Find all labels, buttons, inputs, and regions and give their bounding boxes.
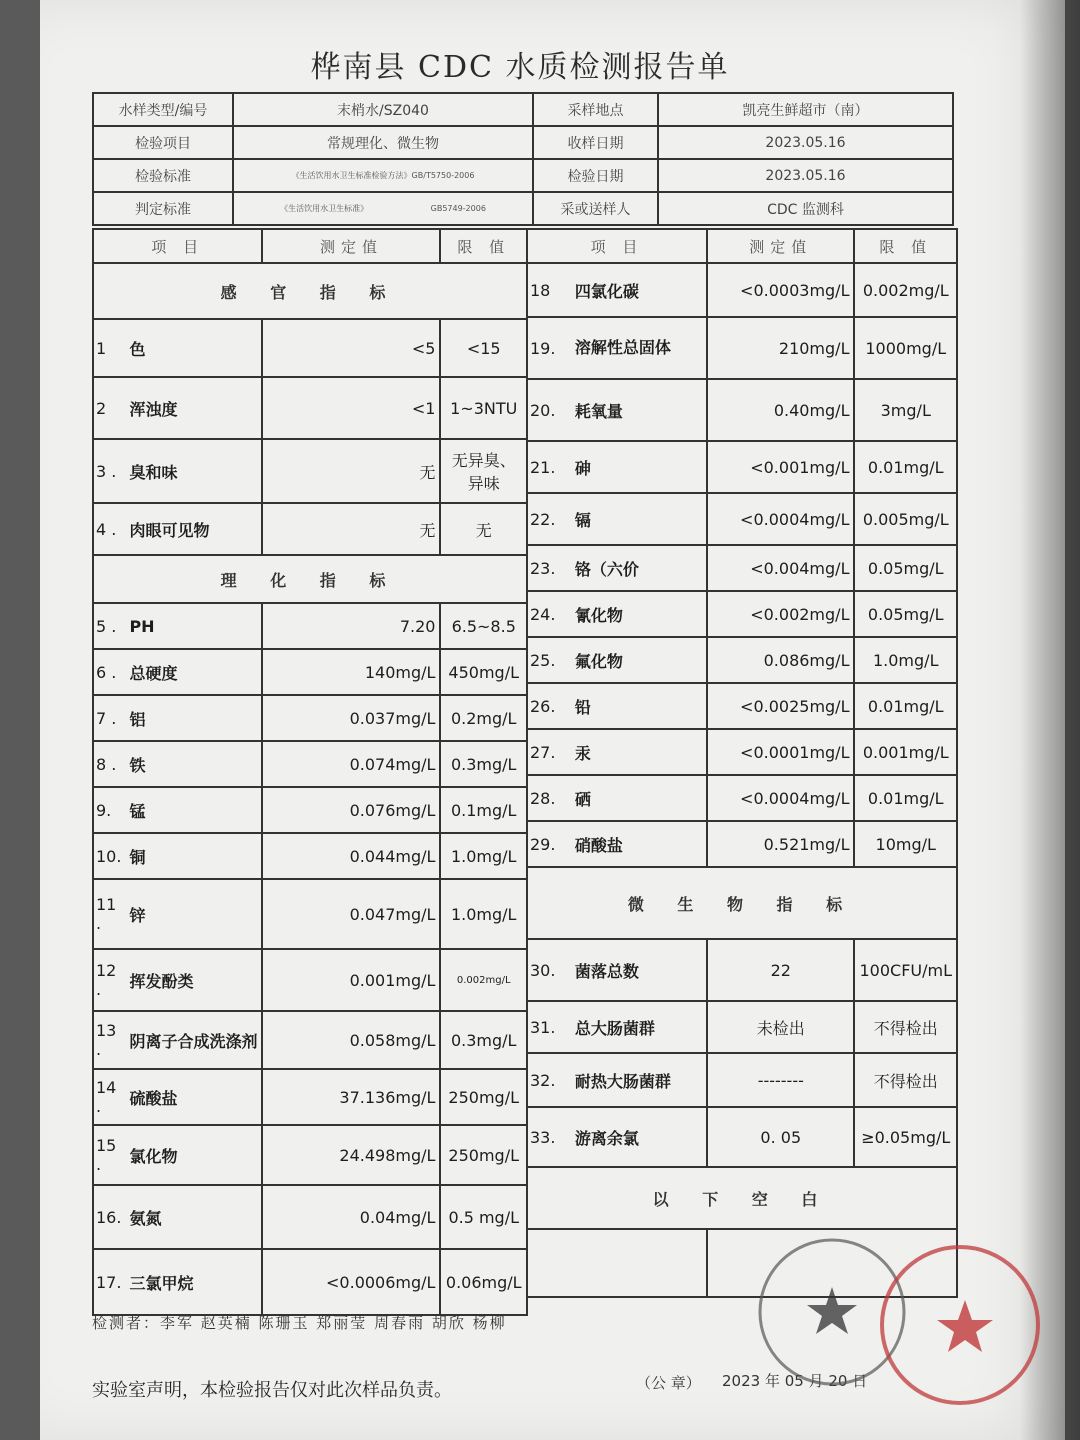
- section-blank: 以 下 空 白: [527, 1167, 957, 1229]
- table-row: [527, 317, 957, 379]
- header-label: 检验日期: [533, 159, 658, 192]
- row-number: 23.: [527, 545, 571, 591]
- row-measured-value: 0.076mg/L: [262, 787, 440, 833]
- row-item-name: 氨氮: [125, 1185, 262, 1249]
- row-limit-value: 1.0mg/L: [440, 833, 527, 879]
- row-measured-value: 22: [707, 939, 854, 1001]
- column-header-limit: 限 值: [854, 229, 957, 263]
- row-number: 32.: [527, 1053, 571, 1107]
- row-number: 12 .: [93, 949, 125, 1011]
- row-measured-value: <0.004mg/L: [707, 545, 854, 591]
- column-header-row: [93, 229, 527, 263]
- row-number: 22.: [527, 493, 571, 545]
- row-item-name: 游离余氯: [571, 1107, 707, 1167]
- table-row: [527, 263, 957, 317]
- table-row: [93, 949, 527, 1011]
- table-row: [93, 603, 527, 649]
- row-measured-value: 37.136mg/L: [262, 1069, 440, 1125]
- section-row: [527, 1167, 957, 1229]
- row-number: 6 .: [93, 649, 125, 695]
- row-item-name: 色: [125, 319, 262, 377]
- table-row: [93, 741, 527, 787]
- row-measured-value: 0.04mg/L: [262, 1185, 440, 1249]
- row-measured-value: <1: [262, 377, 440, 439]
- table-row: [93, 787, 527, 833]
- table-row: [527, 1107, 957, 1167]
- lab-statement: 实验室声明，本检验报告仅对此次样品负责。: [92, 1380, 452, 1401]
- row-item-name: PH: [125, 603, 262, 649]
- row-item-name: 硝酸盐: [571, 821, 707, 867]
- row-item-name: 铝: [125, 695, 262, 741]
- red-seal-icon: [870, 1240, 1050, 1410]
- row-limit-value: 0.002mg/L: [440, 949, 527, 1011]
- row-measured-value: <0.001mg/L: [707, 441, 854, 493]
- row-limit-value: 450mg/L: [440, 649, 527, 695]
- row-item-name: 三氯甲烷: [125, 1249, 262, 1315]
- row-item-name: 耗氧量: [571, 379, 707, 441]
- header-row: [93, 159, 953, 192]
- header-value: 2023.05.16: [658, 126, 953, 159]
- row-measured-value: <0.0004mg/L: [707, 493, 854, 545]
- judge-standard-code: GB5749-2006: [430, 204, 486, 213]
- table-row: [93, 1069, 527, 1125]
- row-limit-value: 0.01mg/L: [854, 441, 957, 493]
- table-row: [93, 879, 527, 949]
- empty-cell: [527, 1229, 707, 1297]
- row-limit-value: 250mg/L: [440, 1125, 527, 1185]
- row-measured-value: 0.40mg/L: [707, 379, 854, 441]
- row-number: 19.: [527, 317, 571, 379]
- row-measured-value: <0.0003mg/L: [707, 263, 854, 317]
- row-item-name: 浑浊度: [125, 377, 262, 439]
- row-measured-value: 0.044mg/L: [262, 833, 440, 879]
- row-item-name: 汞: [571, 729, 707, 775]
- row-measured-value: 未检出: [707, 1001, 854, 1053]
- row-measured-value: --------: [707, 1053, 854, 1107]
- table-row: [93, 377, 527, 439]
- row-item-name: 硫酸盐: [125, 1069, 262, 1125]
- row-limit-value: 0.005mg/L: [854, 493, 957, 545]
- column-header-limit: 限 值: [440, 229, 527, 263]
- row-number: 11 .: [93, 879, 125, 949]
- row-measured-value: <0.002mg/L: [707, 591, 854, 637]
- table-row: [527, 493, 957, 545]
- row-limit-value: ≥0.05mg/L: [854, 1107, 957, 1167]
- row-number: 8 .: [93, 741, 125, 787]
- table-row: [93, 833, 527, 879]
- row-number: 14 .: [93, 1069, 125, 1125]
- column-header-row: [527, 229, 957, 263]
- row-item-name: 铜: [125, 833, 262, 879]
- section-row: [527, 867, 957, 939]
- row-number: 21.: [527, 441, 571, 493]
- row-limit-value: 无: [440, 503, 527, 555]
- report-date: 2023 年 05 月 20 日: [722, 1372, 868, 1390]
- judge-standard-name: 《生活饮用水卫生标准》: [280, 204, 369, 213]
- row-limit-value: 0.01mg/L: [854, 775, 957, 821]
- header-label: 收样日期: [533, 126, 658, 159]
- table-row: [527, 775, 957, 821]
- row-measured-value: 0.521mg/L: [707, 821, 854, 867]
- header-value: CDC 监测科: [658, 192, 953, 225]
- table-row: [527, 441, 957, 493]
- stamp-label: （公 章）: [636, 1374, 701, 1392]
- table-row: [527, 1053, 957, 1107]
- section-physchem: 理 化 指 标: [93, 555, 527, 603]
- right-results-table: [526, 228, 958, 1298]
- header-value: 2023.05.16: [658, 159, 953, 192]
- row-limit-value: 1.0mg/L: [854, 637, 957, 683]
- header-label: 检验项目: [93, 126, 233, 159]
- table-row: [527, 939, 957, 1001]
- row-measured-value: 0.047mg/L: [262, 879, 440, 949]
- row-limit-value: 3mg/L: [854, 379, 957, 441]
- row-number: 5 .: [93, 603, 125, 649]
- row-limit-value: 0.3mg/L: [440, 1011, 527, 1069]
- row-limit-value: 0.2mg/L: [440, 695, 527, 741]
- table-row: [93, 319, 527, 377]
- row-item-name: 菌落总数: [571, 939, 707, 1001]
- table-row: [93, 695, 527, 741]
- row-limit-value: 无异臭、异味: [440, 439, 527, 503]
- header-label: 采或送样人: [533, 192, 658, 225]
- row-number: 10.: [93, 833, 125, 879]
- header-label: 判定标准: [93, 192, 233, 225]
- row-measured-value: 7.20: [262, 603, 440, 649]
- row-measured-value: 无: [262, 439, 440, 503]
- left-results-table: [92, 228, 528, 1316]
- row-limit-value: 0.1mg/L: [440, 787, 527, 833]
- row-measured-value: 0.001mg/L: [262, 949, 440, 1011]
- row-number: 30.: [527, 939, 571, 1001]
- row-limit-value: 0.002mg/L: [854, 263, 957, 317]
- report-title: 桦南县 CDC 水质检测报告单: [310, 50, 730, 85]
- row-limit-value: 1000mg/L: [854, 317, 957, 379]
- table-row: [527, 821, 957, 867]
- row-measured-value: 0. 05: [707, 1107, 854, 1167]
- row-limit-value: 0.05mg/L: [854, 591, 957, 637]
- row-number: 27.: [527, 729, 571, 775]
- row-limit-value: 250mg/L: [440, 1069, 527, 1125]
- row-limit-value: 不得检出: [854, 1001, 957, 1053]
- table-row: [527, 729, 957, 775]
- header-value: 常规理化、微生物: [233, 126, 533, 159]
- row-limit-value: 1.0mg/L: [440, 879, 527, 949]
- column-header-item: 项 目: [93, 229, 262, 263]
- section-row: [93, 555, 527, 603]
- row-limit-value: 0.3mg/L: [440, 741, 527, 787]
- row-number: 33.: [527, 1107, 571, 1167]
- header-value: 《生活饮用水卫生标准检验方法》GB/T5750-2006: [233, 159, 533, 192]
- row-limit-value: 0.06mg/L: [440, 1249, 527, 1315]
- row-measured-value: 0.086mg/L: [707, 637, 854, 683]
- header-value: [233, 192, 533, 225]
- row-measured-value: <0.0025mg/L: [707, 683, 854, 729]
- row-limit-value: 0.05mg/L: [854, 545, 957, 591]
- section-sensory: 感 官 指 标: [93, 263, 527, 319]
- row-item-name: 挥发酚类: [125, 949, 262, 1011]
- row-limit-value: 不得检出: [854, 1053, 957, 1107]
- row-item-name: 铁: [125, 741, 262, 787]
- row-measured-value: 210mg/L: [707, 317, 854, 379]
- column-header-measured: 测定值: [262, 229, 440, 263]
- row-item-name: 臭和味: [125, 439, 262, 503]
- row-item-name: 氯化物: [125, 1125, 262, 1185]
- row-number: 13 .: [93, 1011, 125, 1069]
- table-row: [93, 1011, 527, 1069]
- row-measured-value: 140mg/L: [262, 649, 440, 695]
- table-row: [527, 379, 957, 441]
- row-limit-value: 0.01mg/L: [854, 683, 957, 729]
- table-row: [93, 1185, 527, 1249]
- section-micro: 微 生 物 指 标: [527, 867, 957, 939]
- row-item-name: 阴离子合成洗涤剂: [125, 1011, 262, 1069]
- row-number: 4 .: [93, 503, 125, 555]
- row-item-name: 锰: [125, 787, 262, 833]
- header-label: 采样地点: [533, 93, 658, 126]
- row-measured-value: 0.074mg/L: [262, 741, 440, 787]
- header-row: [93, 192, 953, 225]
- row-limit-value: 1~3NTU: [440, 377, 527, 439]
- table-row: [527, 683, 957, 729]
- table-row: [527, 637, 957, 683]
- column-header-item: 项 目: [527, 229, 707, 263]
- table-row: [93, 649, 527, 695]
- table-row: [93, 1125, 527, 1185]
- row-measured-value: 24.498mg/L: [262, 1125, 440, 1185]
- row-limit-value: 0.5 mg/L: [440, 1185, 527, 1249]
- row-number: 3 .: [93, 439, 125, 503]
- row-item-name: 铬（六价: [571, 545, 707, 591]
- row-number: 25.: [527, 637, 571, 683]
- table-row: [527, 1001, 957, 1053]
- row-item-name: 总硬度: [125, 649, 262, 695]
- row-measured-value: 0.058mg/L: [262, 1011, 440, 1069]
- row-item-name: 铅: [571, 683, 707, 729]
- row-item-name: 砷: [571, 441, 707, 493]
- header-label: 水样类型/编号: [93, 93, 233, 126]
- row-measured-value: <0.0006mg/L: [262, 1249, 440, 1315]
- row-limit-value: 0.001mg/L: [854, 729, 957, 775]
- row-number: 9.: [93, 787, 125, 833]
- row-measured-value: <0.0004mg/L: [707, 775, 854, 821]
- row-item-name: 四氯化碳: [571, 263, 707, 317]
- row-number: 2: [93, 377, 125, 439]
- header-table: [92, 92, 954, 226]
- row-limit-value: 100CFU/mL: [854, 939, 957, 1001]
- page-shadow: [1020, 0, 1080, 1440]
- row-limit-value: 10mg/L: [854, 821, 957, 867]
- testers-line: 检测者：李军 赵英楠 陈珊玉 郑丽莹 周春雨 胡欣 杨柳: [92, 1314, 507, 1332]
- row-number: 28.: [527, 775, 571, 821]
- row-measured-value: 0.037mg/L: [262, 695, 440, 741]
- table-row: [527, 591, 957, 637]
- header-row: [93, 126, 953, 159]
- row-item-name: 硒: [571, 775, 707, 821]
- row-number: 18: [527, 263, 571, 317]
- row-limit-value: <15: [440, 319, 527, 377]
- header-value: 末梢水/SZ040: [233, 93, 533, 126]
- header-label: 检验标准: [93, 159, 233, 192]
- row-item-name: 锌: [125, 879, 262, 949]
- row-limit-value: 6.5~8.5: [440, 603, 527, 649]
- row-number: 26.: [527, 683, 571, 729]
- row-number: 1: [93, 319, 125, 377]
- row-number: 31.: [527, 1001, 571, 1053]
- row-item-name: 镉: [571, 493, 707, 545]
- row-number: 16.: [93, 1185, 125, 1249]
- row-item-name: 肉眼可见物: [125, 503, 262, 555]
- row-number: 24.: [527, 591, 571, 637]
- table-row: [93, 439, 527, 503]
- table-row: [93, 503, 527, 555]
- row-number: 17.: [93, 1249, 125, 1315]
- row-number: 29.: [527, 821, 571, 867]
- row-item-name: 耐热大肠菌群: [571, 1053, 707, 1107]
- header-row: [93, 93, 953, 126]
- row-measured-value: <5: [262, 319, 440, 377]
- row-measured-value: 无: [262, 503, 440, 555]
- table-row: [93, 1249, 527, 1315]
- row-item-name: 总大肠菌群: [571, 1001, 707, 1053]
- row-item-name: 溶解性总固体: [571, 317, 707, 379]
- header-value: 凯亮生鲜超市（南）: [658, 93, 953, 126]
- column-header-measured: 测定值: [707, 229, 854, 263]
- table-row: [527, 545, 957, 591]
- row-item-name: 氟化物: [571, 637, 707, 683]
- row-number: 20.: [527, 379, 571, 441]
- row-item-name: 氰化物: [571, 591, 707, 637]
- row-measured-value: <0.0001mg/L: [707, 729, 854, 775]
- row-number: 7 .: [93, 695, 125, 741]
- section-row: [93, 263, 527, 319]
- row-number: 15 .: [93, 1125, 125, 1185]
